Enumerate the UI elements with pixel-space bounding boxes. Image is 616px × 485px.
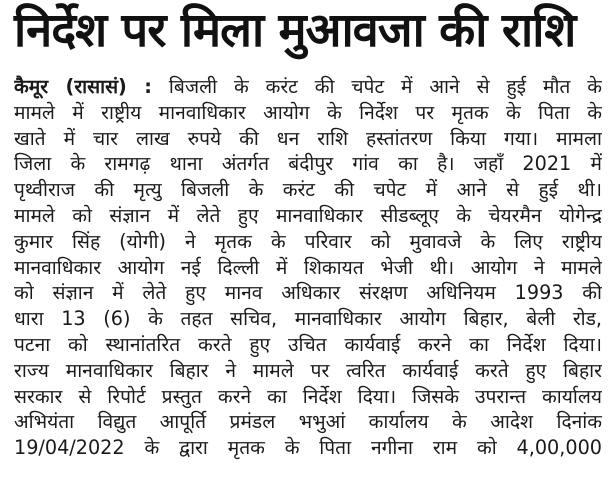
dateline: कैमूर (रासासं) :: [14, 75, 152, 98]
article-line-3: खाते में चार लाख रुपये की धन राशि हस्तांतरण किया गया। मामला: [14, 126, 602, 150]
article-line-4: जिला के रामगढ़ थाना अंतर्गत बंदीपुर गांव का है। जहाँ 2021 में: [14, 152, 602, 176]
article-line-8: मानवाधिकार आयोग नई दिल्ली में शिकायत भेजी थी। आयोग ने मामले: [14, 255, 602, 279]
article-line-6: मामले को संज्ञान में लेते हुए मानवाधिकार सीडब्लूए के चेयरमैन योगेन्द्र: [14, 203, 602, 227]
article-line-1: कैमूर (रासासं) : बिजली के करंट की चपेट में आने से हुई मौत के: [14, 75, 602, 98]
article-line-2: मामले में राष्ट्रीय मानवाधिकार आयोग के निर्देश पर मृतक के पिता के: [14, 100, 602, 124]
article-line-5: पृथ्वीराज की मृत्यु बिजली के करंट की चपेट में आने से हुई थी।: [14, 178, 602, 202]
article-line-12: राज्य मानवाधिकार बिहार ने मामले पर त्वरित कार्यवाई करते हुए बिहार: [14, 358, 602, 382]
article-line-13: सरकार से रिपोर्ट प्रस्तुत करने का निर्देश दिया। जिसके उपरान्त कार्यालय: [14, 384, 602, 408]
article-line-9: को संज्ञान में लेते हुए मानव अधिकार संरक्षण अधिनियम 1993 की: [14, 281, 602, 305]
article-line-15: 19/04/2022 के द्वारा मृतक के पिता नगीना राम को 4,00,000: [14, 436, 602, 460]
article-line-10: धारा 13 (6) के तहत सचिव, मानवाधिकार आयोग बिहार, बेली रोड,: [14, 307, 602, 331]
article-line-7: कुमार सिंह (योगी) ने मृतक के परिवार को मुवावजे के लिए राष्ट्रीय: [14, 229, 602, 253]
article-line-11: पटना को स्थानांतरित करते हुए उचित कार्यवाई करने का निर्देश दिया।: [14, 332, 602, 356]
article-line-14: अभियंता विद्युत आपूर्ति प्रमंडल भभुआं कार्यालय के आदेश दिनांक: [14, 410, 602, 434]
article-body: [14, 74, 602, 461]
headline: निर्देश पर मिला मुआवजा की राशि: [14, 3, 576, 58]
